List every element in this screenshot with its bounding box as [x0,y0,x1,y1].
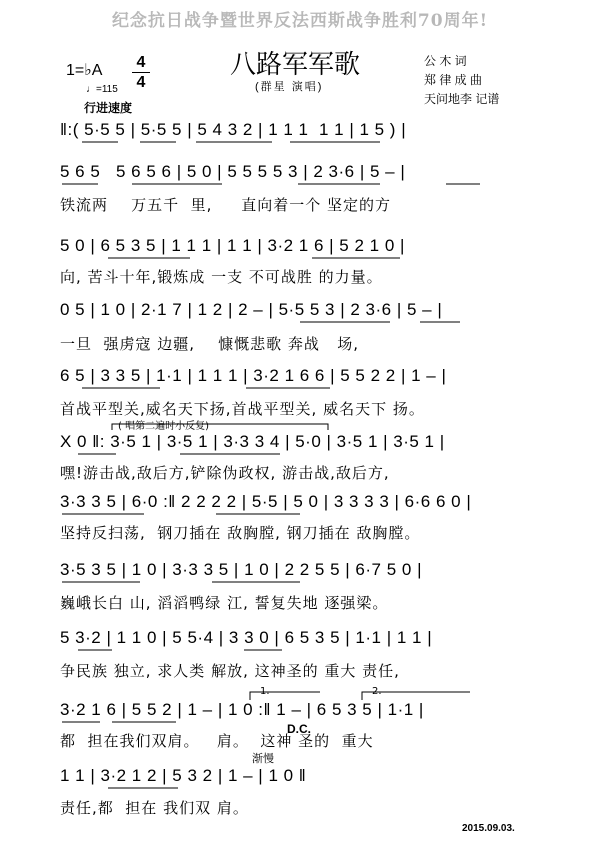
meter-divider [132,72,150,73]
lyric-line-4: 一旦 强虏寇 边疆, 慷慨悲歌 奔战 场, [60,335,359,353]
ritardando-marking: 渐慢 [252,752,274,765]
lyric-line-5: 首战平型关,威名天下扬,首战平型关, 威名天下 扬。 [60,400,425,418]
meter-top: 4 [136,54,146,71]
speed-marking: 行进速度 [84,101,133,115]
notation-line-5: 6 5 | 3 3 5 | 1·1 | 1 1 1 | 3·2 1 6 6 | 5 5 2 2 | 1 – | [60,366,447,385]
notation-line-11: 1 1 | 3·2 1 2 | 5 3 2 | 1 – | 1 0 ‖ [60,766,307,785]
lyric-line-3: 向, 苦斗十年,锻炼成 一支 不可战胜 的力量。 [60,268,383,286]
lyric-line-10: 都 担在我们双肩。 肩。 这神 圣的 重大 [60,732,374,750]
notation-line-2: 5 6 5 5 6 5 6 | 5 0 | 5 5 5 5 3 | 2 3·6 | 5 – | [60,162,406,181]
lyric-line-2: 铁流两 万五千 里, 直向着一个 坚定的方 [60,196,391,214]
tempo-marking: ♩=115 [86,84,118,95]
notation-line-8: 3·5 3 5 | 1 0 | 3·3 3 5 | 1 0 | 2 2 5 5 | 6·7 5 0 | [60,560,422,579]
notation-line-6: X 0 ‖: 3·5 1 | 3·5 1 | 3·3 3 4 | 5·0 | 3·5 1 | 3·5 1 | [60,432,445,451]
time-signature [132,54,150,91]
meter-bottom: 4 [136,74,146,91]
commemoration-banner: 纪念抗日战争暨世界反法西斯战争胜利70周年! [111,11,489,31]
credit-composer: 郑 律 成 曲 [424,73,483,87]
notation-line-10: 3·2 1 6 | 5 5 2 | 1 – | 1 0 :‖ 1 – | 6 5 3 5 | 1·1 | [60,700,424,719]
notation-line-1: ‖:( 5·5 5 | 5·5 5 | 5 4 3 2 | 1 1 1 1 1 | 1 5 ) | [60,120,407,139]
key-signature: 1=♭A [66,62,103,79]
volta-brackets [250,692,470,700]
notation-line-7: 3·3 3 5 | 6·0 :‖ 2 2 2 2 | 5·5 | 5 0 | 3 3 3 3 | 6·6 6 0 | [60,492,472,511]
credit-lyricist: 公 木 词 [424,54,467,68]
da-capo-marking: D.C. [287,722,311,736]
credit-transcriber: 天问地李 记谱 [424,92,500,106]
ending-1-label: 1. [260,686,270,697]
notation-line-4: 0 5 | 1 0 | 2·1 7 | 1 2 | 2 – | 5·5 5 3 | 2 3·6 | 5 – | [60,300,443,319]
ending-2-label: 2. [372,686,382,697]
lyric-line-7: 坚持反扫荡, 钢刀插在 敌胸膛, 钢刀插在 敌胸膛。 [60,524,421,542]
transcription-date: 2015.09.03. [462,823,515,834]
lyric-line-9: 争民族 独立, 求人类 解放, 这神圣的 重大 责任, [60,662,400,680]
lyric-line-11: 责任,都 担在 我们双 肩。 [60,799,249,817]
lyric-line-8: 巍峨长白 山, 滔滔鸭绿 江, 誓复失地 逐强梁。 [60,594,389,612]
notation-line-3: 5 0 | 6 5 3 5 | 1 1 1 | 1 1 | 3·2 1 6 | 5 2 1 0 | [60,236,405,255]
lyric-line-6: 嘿!游击战,敌后方,铲除伪政权, 游击战,敌后方, [60,464,390,482]
song-title: 八路军军歌 [230,49,361,79]
notation-line-9: 5 3·2 | 1 1 0 | 5 5·4 | 3 3 0 | 6 5 3 5 | 1·1 | 1 1 | [60,628,433,647]
repeat-annotation: ( 唱第二遍时小反复) [118,421,209,432]
singer-note: (群星 演唱) [255,81,324,93]
